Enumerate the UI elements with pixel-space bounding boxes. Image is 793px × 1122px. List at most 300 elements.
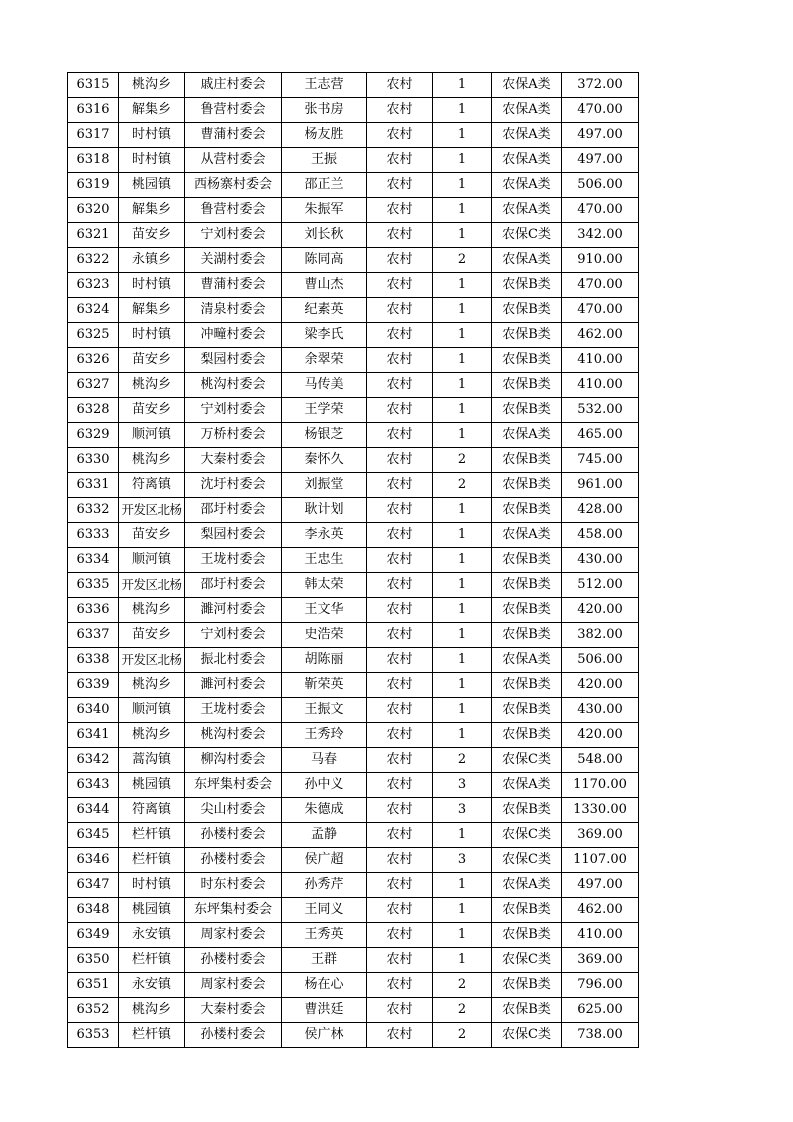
insurance-category-cell: 农保B类	[492, 473, 562, 498]
insurance-category-cell: 农保B类	[492, 623, 562, 648]
insurance-category-cell: 农保C类	[492, 1023, 562, 1048]
village-cell: 孙楼村委会	[185, 1023, 282, 1048]
village-cell: 冲疃村委会	[185, 323, 282, 348]
amount-cell: 470.00	[562, 198, 639, 223]
village-cell: 桃沟村委会	[185, 723, 282, 748]
village-cell: 关湖村委会	[185, 248, 282, 273]
insurance-category-cell: 农保B类	[492, 548, 562, 573]
town-cell: 桃沟乡	[119, 598, 185, 623]
record-id-cell: 6330	[68, 448, 119, 473]
insurance-category-cell: 农保A类	[492, 123, 562, 148]
village-cell: 桃沟村委会	[185, 373, 282, 398]
residence-type-cell: 农村	[367, 123, 433, 148]
records-body	[68, 73, 639, 1048]
village-cell: 邵圩村委会	[185, 498, 282, 523]
town-cell: 蒿沟镇	[119, 748, 185, 773]
household-count-cell: 2	[433, 748, 492, 773]
person-name-cell: 梁李氏	[282, 323, 367, 348]
household-count-cell: 1	[433, 723, 492, 748]
table-row	[68, 748, 639, 773]
person-name-cell: 王振	[282, 148, 367, 173]
amount-cell: 506.00	[562, 173, 639, 198]
person-name-cell: 李永英	[282, 523, 367, 548]
insurance-category-cell: 农保B类	[492, 898, 562, 923]
village-cell: 时东村委会	[185, 873, 282, 898]
village-cell: 东坪集村委会	[185, 773, 282, 798]
residence-type-cell: 农村	[367, 248, 433, 273]
household-count-cell: 1	[433, 323, 492, 348]
residence-type-cell: 农村	[367, 723, 433, 748]
record-id-cell: 6349	[68, 923, 119, 948]
village-cell: 濉河村委会	[185, 673, 282, 698]
town-cell: 苗安乡	[119, 623, 185, 648]
table-row	[68, 1023, 639, 1048]
town-cell: 桃沟乡	[119, 448, 185, 473]
village-cell: 西杨寨村委会	[185, 173, 282, 198]
household-count-cell: 1	[433, 423, 492, 448]
household-count-cell: 2	[433, 248, 492, 273]
village-cell: 宁刘村委会	[185, 398, 282, 423]
insurance-category-cell: 农保A类	[492, 148, 562, 173]
table-row	[68, 198, 639, 223]
household-count-cell: 1	[433, 698, 492, 723]
table-row	[68, 548, 639, 573]
insurance-category-cell: 农保B类	[492, 923, 562, 948]
amount-cell: 410.00	[562, 373, 639, 398]
village-cell: 尖山村委会	[185, 798, 282, 823]
person-name-cell: 纪素英	[282, 298, 367, 323]
record-id-cell: 6317	[68, 123, 119, 148]
table-row	[68, 498, 639, 523]
residence-type-cell: 农村	[367, 998, 433, 1023]
residence-type-cell: 农村	[367, 773, 433, 798]
person-name-cell: 史浩荣	[282, 623, 367, 648]
amount-cell: 548.00	[562, 748, 639, 773]
town-cell: 苗安乡	[119, 398, 185, 423]
household-count-cell: 1	[433, 573, 492, 598]
person-name-cell: 孙中义	[282, 773, 367, 798]
village-cell: 戚庄村委会	[185, 73, 282, 98]
amount-cell: 497.00	[562, 123, 639, 148]
person-name-cell: 张书房	[282, 98, 367, 123]
record-id-cell: 6343	[68, 773, 119, 798]
town-cell: 开发区北杨	[119, 498, 185, 523]
table-row	[68, 223, 639, 248]
household-count-cell: 1	[433, 198, 492, 223]
record-id-cell: 6326	[68, 348, 119, 373]
table-row	[68, 648, 639, 673]
village-cell: 鲁营村委会	[185, 198, 282, 223]
record-id-cell: 6340	[68, 698, 119, 723]
insurance-category-cell: 农保A类	[492, 523, 562, 548]
village-cell: 王垅村委会	[185, 698, 282, 723]
amount-cell: 1107.00	[562, 848, 639, 873]
insurance-category-cell: 农保B类	[492, 323, 562, 348]
household-count-cell: 3	[433, 848, 492, 873]
amount-cell: 532.00	[562, 398, 639, 423]
town-cell: 桃沟乡	[119, 723, 185, 748]
table-row	[68, 973, 639, 998]
record-id-cell: 6352	[68, 998, 119, 1023]
household-count-cell: 3	[433, 773, 492, 798]
household-count-cell: 2	[433, 473, 492, 498]
table-row	[68, 573, 639, 598]
person-name-cell: 杨在心	[282, 973, 367, 998]
record-id-cell: 6333	[68, 523, 119, 548]
record-id-cell: 6316	[68, 98, 119, 123]
amount-cell: 497.00	[562, 873, 639, 898]
town-cell: 桃沟乡	[119, 373, 185, 398]
village-cell: 濉河村委会	[185, 598, 282, 623]
town-cell: 开发区北杨	[119, 573, 185, 598]
amount-cell: 625.00	[562, 998, 639, 1023]
village-cell: 周家村委会	[185, 973, 282, 998]
record-id-cell: 6323	[68, 273, 119, 298]
town-cell: 顺河镇	[119, 548, 185, 573]
residence-type-cell: 农村	[367, 873, 433, 898]
person-name-cell: 韩太荣	[282, 573, 367, 598]
household-count-cell: 1	[433, 348, 492, 373]
town-cell: 开发区北杨	[119, 648, 185, 673]
insurance-category-cell: 农保B类	[492, 298, 562, 323]
amount-cell: 420.00	[562, 598, 639, 623]
person-name-cell: 陈同高	[282, 248, 367, 273]
record-id-cell: 6351	[68, 973, 119, 998]
residence-type-cell: 农村	[367, 448, 433, 473]
amount-cell: 428.00	[562, 498, 639, 523]
insurance-category-cell: 农保A类	[492, 73, 562, 98]
household-count-cell: 1	[433, 123, 492, 148]
amount-cell: 369.00	[562, 948, 639, 973]
person-name-cell: 孙秀芹	[282, 873, 367, 898]
household-count-cell: 1	[433, 173, 492, 198]
town-cell: 栏杆镇	[119, 948, 185, 973]
residence-type-cell: 农村	[367, 273, 433, 298]
household-count-cell: 2	[433, 1023, 492, 1048]
insurance-category-cell: 农保B类	[492, 598, 562, 623]
household-count-cell: 1	[433, 548, 492, 573]
household-count-cell: 1	[433, 873, 492, 898]
town-cell: 时村镇	[119, 123, 185, 148]
household-count-cell: 1	[433, 398, 492, 423]
insurance-category-cell: 农保A类	[492, 248, 562, 273]
record-id-cell: 6350	[68, 948, 119, 973]
amount-cell: 462.00	[562, 323, 639, 348]
residence-type-cell: 农村	[367, 423, 433, 448]
insurance-category-cell: 农保B类	[492, 348, 562, 373]
person-name-cell: 王群	[282, 948, 367, 973]
residence-type-cell: 农村	[367, 673, 433, 698]
residence-type-cell: 农村	[367, 173, 433, 198]
table-row	[68, 873, 639, 898]
residence-type-cell: 农村	[367, 348, 433, 373]
record-id-cell: 6337	[68, 623, 119, 648]
town-cell: 解集乡	[119, 98, 185, 123]
household-count-cell: 1	[433, 898, 492, 923]
residence-type-cell: 农村	[367, 573, 433, 598]
person-name-cell: 刘振堂	[282, 473, 367, 498]
person-name-cell: 杨友胜	[282, 123, 367, 148]
record-id-cell: 6336	[68, 598, 119, 623]
record-id-cell: 6325	[68, 323, 119, 348]
insurance-category-cell: 农保B类	[492, 973, 562, 998]
household-count-cell: 1	[433, 298, 492, 323]
household-count-cell: 3	[433, 798, 492, 823]
amount-cell: 796.00	[562, 973, 639, 998]
town-cell: 顺河镇	[119, 698, 185, 723]
amount-cell: 465.00	[562, 423, 639, 448]
record-id-cell: 6345	[68, 823, 119, 848]
record-id-cell: 6338	[68, 648, 119, 673]
village-cell: 梨园村委会	[185, 348, 282, 373]
household-count-cell: 1	[433, 223, 492, 248]
town-cell: 解集乡	[119, 198, 185, 223]
table-row	[68, 298, 639, 323]
household-count-cell: 2	[433, 448, 492, 473]
table-row	[68, 773, 639, 798]
insurance-category-cell: 农保B类	[492, 998, 562, 1023]
village-cell: 曹蒲村委会	[185, 123, 282, 148]
amount-cell: 369.00	[562, 823, 639, 848]
household-count-cell: 2	[433, 973, 492, 998]
table-row	[68, 248, 639, 273]
insurance-category-cell: 农保A类	[492, 873, 562, 898]
village-cell: 柳沟村委会	[185, 748, 282, 773]
residence-type-cell: 农村	[367, 198, 433, 223]
record-id-cell: 6315	[68, 73, 119, 98]
town-cell: 时村镇	[119, 148, 185, 173]
town-cell: 顺河镇	[119, 423, 185, 448]
village-cell: 周家村委会	[185, 923, 282, 948]
table-row	[68, 348, 639, 373]
table-row	[68, 948, 639, 973]
town-cell: 桃园镇	[119, 173, 185, 198]
village-cell: 大秦村委会	[185, 448, 282, 473]
town-cell: 栏杆镇	[119, 848, 185, 873]
table-row	[68, 998, 639, 1023]
amount-cell: 430.00	[562, 548, 639, 573]
insurance-category-cell: 农保C类	[492, 848, 562, 873]
village-cell: 孙楼村委会	[185, 823, 282, 848]
household-count-cell: 1	[433, 73, 492, 98]
person-name-cell: 孟静	[282, 823, 367, 848]
residence-type-cell: 农村	[367, 73, 433, 98]
residence-type-cell: 农村	[367, 1023, 433, 1048]
village-cell: 宁刘村委会	[185, 223, 282, 248]
town-cell: 永镇乡	[119, 248, 185, 273]
record-id-cell: 6329	[68, 423, 119, 448]
table-row	[68, 723, 639, 748]
table-row	[68, 423, 639, 448]
town-cell: 苗安乡	[119, 348, 185, 373]
amount-cell: 372.00	[562, 73, 639, 98]
person-name-cell: 王忠生	[282, 548, 367, 573]
amount-cell: 458.00	[562, 523, 639, 548]
table-row	[68, 798, 639, 823]
records-table	[67, 72, 639, 1048]
insurance-category-cell: 农保B类	[492, 798, 562, 823]
household-count-cell: 1	[433, 598, 492, 623]
person-name-cell: 曹洪廷	[282, 998, 367, 1023]
person-name-cell: 王同义	[282, 898, 367, 923]
village-cell: 孙楼村委会	[185, 848, 282, 873]
village-cell: 鲁营村委会	[185, 98, 282, 123]
town-cell: 栏杆镇	[119, 823, 185, 848]
village-cell: 大秦村委会	[185, 998, 282, 1023]
table-row	[68, 323, 639, 348]
household-count-cell: 1	[433, 948, 492, 973]
residence-type-cell: 农村	[367, 923, 433, 948]
record-id-cell: 6332	[68, 498, 119, 523]
town-cell: 时村镇	[119, 273, 185, 298]
person-name-cell: 朱振军	[282, 198, 367, 223]
insurance-category-cell: 农保B类	[492, 723, 562, 748]
table-row	[68, 923, 639, 948]
record-id-cell: 6339	[68, 673, 119, 698]
table-row	[68, 523, 639, 548]
record-id-cell: 6335	[68, 573, 119, 598]
amount-cell: 470.00	[562, 273, 639, 298]
person-name-cell: 王秀英	[282, 923, 367, 948]
residence-type-cell: 农村	[367, 98, 433, 123]
household-count-cell: 1	[433, 98, 492, 123]
village-cell: 宁刘村委会	[185, 623, 282, 648]
amount-cell: 910.00	[562, 248, 639, 273]
amount-cell: 1330.00	[562, 798, 639, 823]
insurance-category-cell: 农保A类	[492, 198, 562, 223]
table-row	[68, 598, 639, 623]
amount-cell: 420.00	[562, 673, 639, 698]
insurance-category-cell: 农保B类	[492, 448, 562, 473]
village-cell: 曹蒲村委会	[185, 273, 282, 298]
town-cell: 苗安乡	[119, 223, 185, 248]
village-cell: 东坪集村委会	[185, 898, 282, 923]
residence-type-cell: 农村	[367, 973, 433, 998]
amount-cell: 470.00	[562, 98, 639, 123]
amount-cell: 410.00	[562, 923, 639, 948]
record-id-cell: 6347	[68, 873, 119, 898]
insurance-category-cell: 农保A类	[492, 173, 562, 198]
record-id-cell: 6328	[68, 398, 119, 423]
village-cell: 王垅村委会	[185, 548, 282, 573]
record-id-cell: 6342	[68, 748, 119, 773]
town-cell: 桃园镇	[119, 773, 185, 798]
village-cell: 振北村委会	[185, 648, 282, 673]
person-name-cell: 余翠荣	[282, 348, 367, 373]
insurance-category-cell: 农保B类	[492, 673, 562, 698]
village-cell: 沈圩村委会	[185, 473, 282, 498]
amount-cell: 462.00	[562, 898, 639, 923]
village-cell: 万桥村委会	[185, 423, 282, 448]
person-name-cell: 朱德成	[282, 798, 367, 823]
person-name-cell: 马传美	[282, 373, 367, 398]
person-name-cell: 耿计划	[282, 498, 367, 523]
person-name-cell: 邵正兰	[282, 173, 367, 198]
town-cell: 桃沟乡	[119, 673, 185, 698]
town-cell: 时村镇	[119, 873, 185, 898]
insurance-category-cell: 农保B类	[492, 273, 562, 298]
village-cell: 梨园村委会	[185, 523, 282, 548]
record-id-cell: 6353	[68, 1023, 119, 1048]
record-id-cell: 6318	[68, 148, 119, 173]
insurance-category-cell: 农保B类	[492, 398, 562, 423]
amount-cell: 382.00	[562, 623, 639, 648]
record-id-cell: 6320	[68, 198, 119, 223]
household-count-cell: 1	[433, 623, 492, 648]
person-name-cell: 王文华	[282, 598, 367, 623]
residence-type-cell: 农村	[367, 373, 433, 398]
household-count-cell: 1	[433, 673, 492, 698]
person-name-cell: 曹山杰	[282, 273, 367, 298]
table-row	[68, 98, 639, 123]
table-row	[68, 398, 639, 423]
residence-type-cell: 农村	[367, 798, 433, 823]
residence-type-cell: 农村	[367, 598, 433, 623]
record-id-cell: 6346	[68, 848, 119, 873]
insurance-category-cell: 农保B类	[492, 573, 562, 598]
table-row	[68, 623, 639, 648]
town-cell: 时村镇	[119, 323, 185, 348]
amount-cell: 410.00	[562, 348, 639, 373]
insurance-category-cell: 农保B类	[492, 373, 562, 398]
town-cell: 永安镇	[119, 973, 185, 998]
residence-type-cell: 农村	[367, 898, 433, 923]
record-id-cell: 6319	[68, 173, 119, 198]
residence-type-cell: 农村	[367, 298, 433, 323]
table-row	[68, 448, 639, 473]
person-name-cell: 靳荣英	[282, 673, 367, 698]
person-name-cell: 王志营	[282, 73, 367, 98]
table-row	[68, 473, 639, 498]
village-cell: 孙楼村委会	[185, 948, 282, 973]
record-id-cell: 6348	[68, 898, 119, 923]
insurance-category-cell: 农保A类	[492, 773, 562, 798]
residence-type-cell: 农村	[367, 223, 433, 248]
person-name-cell: 王秀玲	[282, 723, 367, 748]
insurance-category-cell: 农保B类	[492, 698, 562, 723]
residence-type-cell: 农村	[367, 823, 433, 848]
town-cell: 符离镇	[119, 798, 185, 823]
person-name-cell: 杨银芝	[282, 423, 367, 448]
insurance-category-cell: 农保A类	[492, 648, 562, 673]
table-row	[68, 173, 639, 198]
insurance-category-cell: 农保C类	[492, 948, 562, 973]
household-count-cell: 1	[433, 648, 492, 673]
insurance-category-cell: 农保C类	[492, 748, 562, 773]
town-cell: 解集乡	[119, 298, 185, 323]
town-cell: 桃园镇	[119, 898, 185, 923]
record-id-cell: 6327	[68, 373, 119, 398]
amount-cell: 1170.00	[562, 773, 639, 798]
amount-cell: 738.00	[562, 1023, 639, 1048]
table-row	[68, 123, 639, 148]
insurance-category-cell: 农保C类	[492, 823, 562, 848]
person-name-cell: 刘长秋	[282, 223, 367, 248]
amount-cell: 512.00	[562, 573, 639, 598]
amount-cell: 497.00	[562, 148, 639, 173]
town-cell: 符离镇	[119, 473, 185, 498]
village-cell: 邵圩村委会	[185, 573, 282, 598]
amount-cell: 420.00	[562, 723, 639, 748]
residence-type-cell: 农村	[367, 523, 433, 548]
table-row	[68, 848, 639, 873]
household-count-cell: 1	[433, 923, 492, 948]
town-cell: 永安镇	[119, 923, 185, 948]
household-count-cell: 1	[433, 498, 492, 523]
amount-cell: 470.00	[562, 298, 639, 323]
village-cell: 清泉村委会	[185, 298, 282, 323]
town-cell: 栏杆镇	[119, 1023, 185, 1048]
